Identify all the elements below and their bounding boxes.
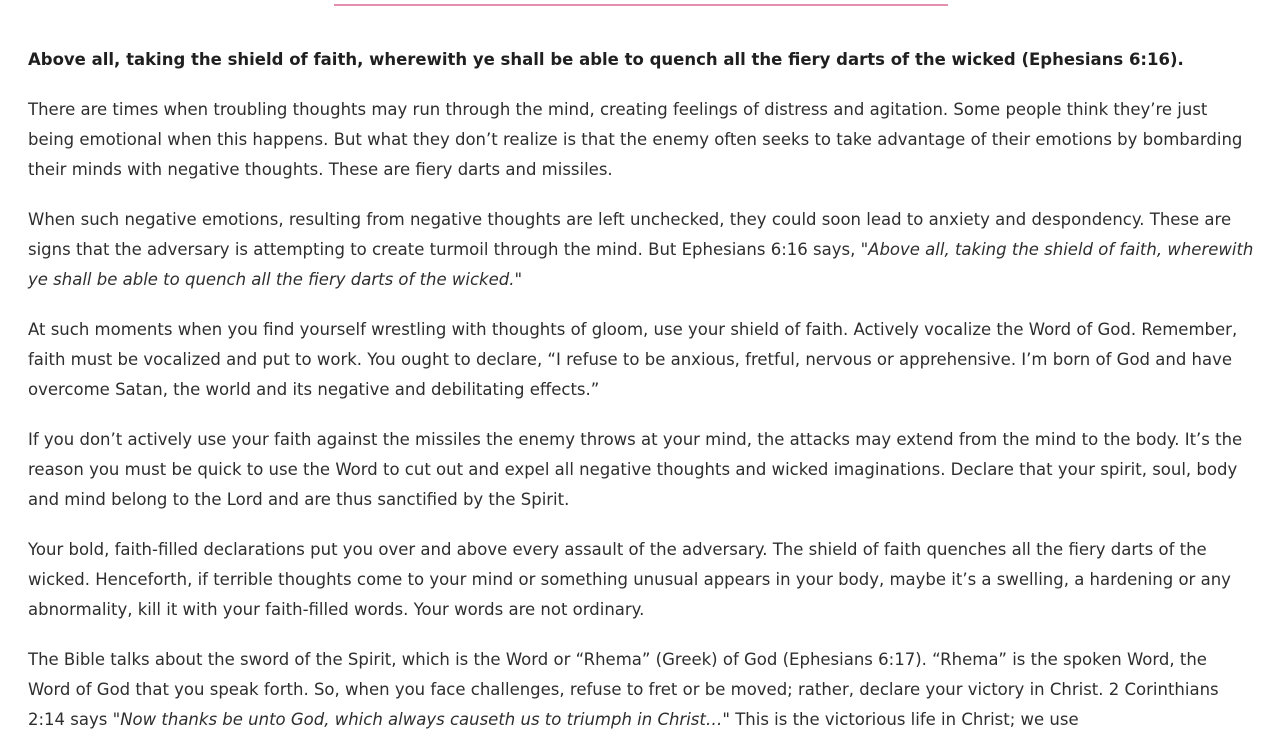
paragraph-2-quote: "Above all, taking the shield of faith, wherewith ye shall be able to quench all the fiery darts of the wicked." <box>28 240 1254 289</box>
paragraph-4: If you don’t actively use your faith against the missiles the enemy throws at your mind, the attacks may extend from the mind to the body. It’s the reason you must be quick to use the Word to cut out and expel all negative thoughts and wicked imaginations. Declare that your spirit, soul, body and mind belong to the Lord and are thus sanctified by the Spirit. <box>28 430 1243 509</box>
paragraph-2 <box>28 205 1254 295</box>
devotional-article <box>28 45 1254 755</box>
scripture-lead: Above all, taking the shield of faith, wherewith ye shall be able to quench all the fiery darts of the wicked (Ephesians 6:16). <box>28 50 1184 69</box>
paragraph-6-text: The Bible talks about the sword of the Spirit, which is the Word or “Rhema” (Greek) of God (Ephesians 6:17). “Rhema” is the spoken Word, the Word of God that you speak forth. So, when you face challenges, refuse to fret or be moved; rather, declare your victory in Christ. 2 Corinthians 2:14 says <box>28 650 1219 729</box>
paragraph-6 <box>28 645 1254 735</box>
paragraph-6-tail: This is the victorious life in Christ; we use <box>729 710 1079 729</box>
paragraph-1: There are times when troubling thoughts may run through the mind, creating feelings of distress and agitation. Some people think they’re just being emotional when this happens. But what they don’t realize is that the enemy often seeks to take advantage of their emotions by bombarding their minds with negative thoughts. These are fiery darts and missiles. <box>28 100 1243 179</box>
header-divider <box>334 4 948 6</box>
paragraph-6-quote: "Now thanks be unto God, which always causeth us to triumph in Christ…" <box>112 710 730 729</box>
paragraph-2-text: When such negative emotions, resulting from negative thoughts are left unchecked, they could soon lead to anxiety and despondency. These are signs that the adversary is attempting to create turmoil through the mind. But Ephesians 6:16 says, <box>28 210 1232 259</box>
paragraph-3: At such moments when you find yourself wrestling with thoughts of gloom, use your shield of faith. Actively vocalize the Word of God. Remember, faith must be vocalized and put to work. You ought to declare, “I refuse to be anxious, fretful, nervous or apprehensive. I’m born of God and have overcome Satan, the world and its negative and debilitating effects.” <box>28 320 1238 399</box>
paragraph-5: Your bold, faith-filled declarations put you over and above every assault of the adversary. The shield of faith quenches all the fiery darts of the wicked. Henceforth, if terrible thoughts come to your mind or something unusual appears in your body, maybe it’s a swelling, a hardening or any abnormality, kill it with your faith-filled words. Your words are not ordinary. <box>28 540 1231 619</box>
